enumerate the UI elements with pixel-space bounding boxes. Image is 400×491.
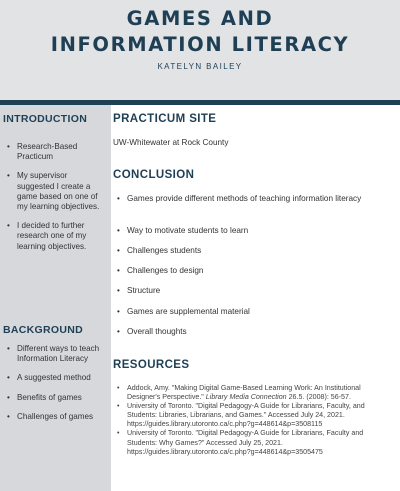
introduction-item: • My supervisor suggested I create a game based on one of my learning objectives. [0, 171, 105, 212]
introduction-heading: INTRODUCTION [3, 113, 88, 125]
conclusion-item: • Games are supplemental material [113, 307, 377, 318]
resource-text: Addock, Amy. "Making Digital Game-Based Learning Work: An Institutional Designer's Perspective." [127, 384, 361, 402]
background-item: • Different ways to teach Information Literacy [0, 344, 105, 364]
background-item: • A suggested method [0, 373, 105, 383]
practicum-site: UW-Whitewater at Rock County [113, 138, 229, 147]
resource-text: 26.5. (2008): 56-57. [286, 393, 351, 402]
practicum-heading: PRACTICUM SITE [113, 113, 217, 125]
background-item: • Benefits of games [0, 393, 105, 403]
introduction-list [0, 142, 105, 252]
resource-item [113, 384, 389, 402]
resource-item [113, 429, 389, 456]
poster-header [0, 0, 400, 100]
poster-title [0, 6, 400, 58]
resources-list [113, 384, 389, 457]
conclusion-item: • Games provide different methods of teaching information literacy [113, 194, 377, 205]
resource-text: University of Toronto. "Digital Pedagogy-A Guide for Librarians, Faculty, and Students: Libraries, Librarians, and Games." Accessed July 24, 2021. https://guides.library.utoronto.ca/c.php?g=448614&p=3508115 [127, 402, 365, 429]
conclusion-item: • Way to motivate students to learn [113, 226, 377, 237]
author-name: KATELYN BAILEY [157, 62, 243, 71]
introduction-item: • Research-Based Practicum [0, 142, 105, 162]
conclusion-item: • Structure [113, 286, 377, 297]
title-line-1: GAMES AND [126, 7, 274, 30]
resources-heading: RESOURCES [113, 359, 190, 371]
conclusion-item: • Overall thoughts [113, 327, 377, 338]
resource-item [113, 402, 389, 429]
resource-text: University of Toronto. "Digital Pedagogy-A Guide for Librarians, Faculty and Students: Why Games?" Accessed July 25, 2021. https://guides.library.utoronto.ca/c.php?g=448614&p=3505475 [127, 429, 364, 456]
conclusion-heading: CONCLUSION [113, 169, 195, 181]
conclusion-item: • Challenges to design [113, 266, 377, 277]
title-line-2: INFORMATION LITERACY [50, 33, 350, 56]
background-heading: BACKGROUND [3, 324, 83, 336]
left-sidebar [0, 105, 111, 491]
introduction-item: • I decided to further research one of my learning objectives. [0, 221, 105, 252]
conclusion-item: • Challenges students [113, 246, 377, 257]
background-item: • Challenges of games [0, 412, 105, 422]
background-list [0, 344, 105, 422]
resource-journal: Library Media Connection [205, 393, 287, 402]
